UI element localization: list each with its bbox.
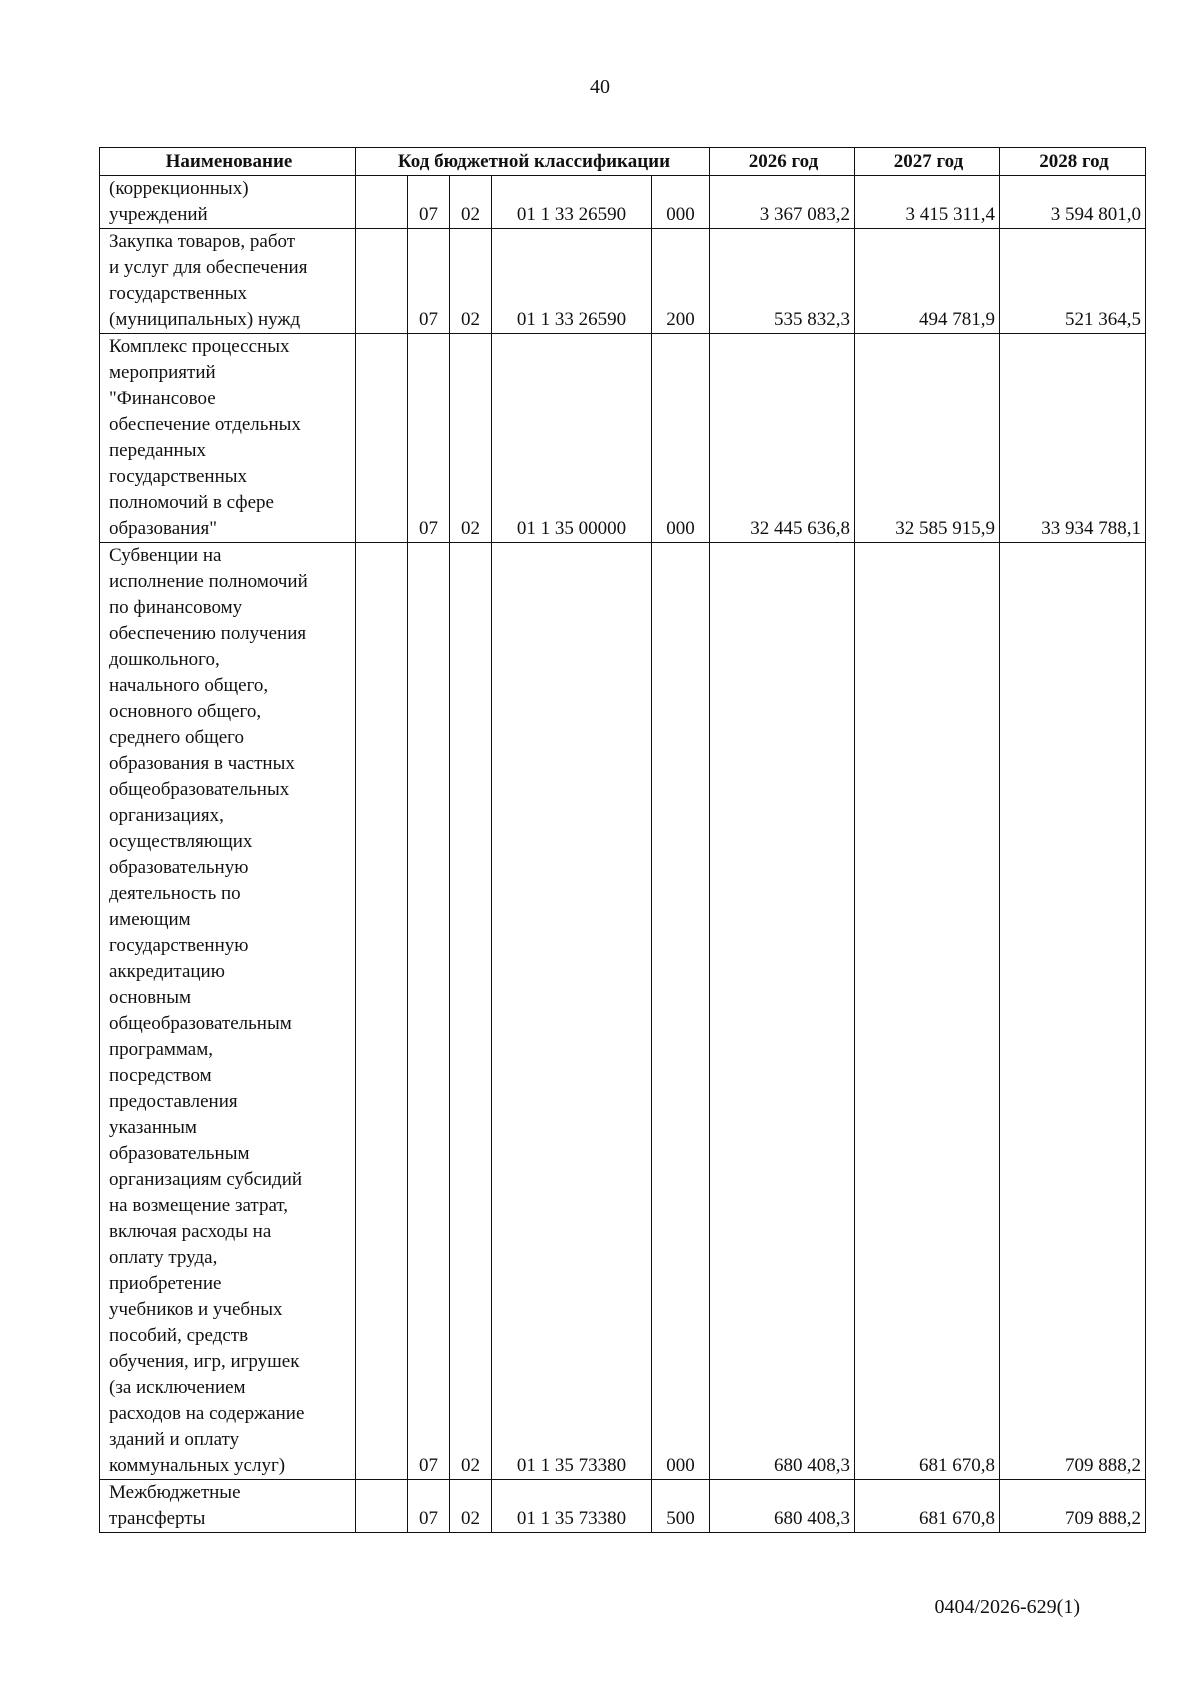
row-amount-2026: 680 408,3 <box>710 1480 855 1533</box>
row-spacer-cell <box>356 334 408 543</box>
row-amount-2026: 535 832,3 <box>710 229 855 334</box>
row-expense-type: 000 <box>652 543 710 1480</box>
row-target-article: 01 1 33 26590 <box>492 176 652 229</box>
row-section: 07 <box>408 334 450 543</box>
row-amount-2028: 3 594 801,0 <box>1000 176 1146 229</box>
row-amount-2028: 709 888,2 <box>1000 543 1146 1480</box>
row-section: 07 <box>408 1480 450 1533</box>
row-target-article: 01 1 35 73380 <box>492 543 652 1480</box>
row-subsection: 02 <box>450 1480 492 1533</box>
row-amount-2028: 709 888,2 <box>1000 1480 1146 1533</box>
row-expense-type: 500 <box>652 1480 710 1533</box>
row-target-article: 01 1 33 26590 <box>492 229 652 334</box>
row-target-article: 01 1 35 73380 <box>492 1480 652 1533</box>
row-section: 07 <box>408 229 450 334</box>
document-code: 0404/2026-629(1) <box>934 1596 1080 1618</box>
table-row <box>100 334 1146 543</box>
row-expense-type: 200 <box>652 229 710 334</box>
row-spacer-cell <box>356 1480 408 1533</box>
row-name: (коррекционных) учреждений <box>100 176 356 229</box>
row-target-article: 01 1 35 00000 <box>492 334 652 543</box>
header-name: Наименование <box>100 148 356 176</box>
row-subsection: 02 <box>450 334 492 543</box>
row-subsection: 02 <box>450 229 492 334</box>
row-spacer-cell <box>356 176 408 229</box>
row-section: 07 <box>408 543 450 1480</box>
table-row <box>100 229 1146 334</box>
row-amount-2027: 681 670,8 <box>855 1480 1000 1533</box>
row-expense-type: 000 <box>652 176 710 229</box>
row-amount-2028: 521 364,5 <box>1000 229 1146 334</box>
header-2027: 2027 год <box>855 148 1000 176</box>
table-row <box>100 1480 1146 1533</box>
table-row <box>100 543 1146 1480</box>
row-name: Закупка товаров, работ и услуг для обеспечения государственных (муниципальных) нужд <box>100 229 356 334</box>
row-subsection: 02 <box>450 543 492 1480</box>
row-spacer-cell <box>356 229 408 334</box>
row-amount-2028: 33 934 788,1 <box>1000 334 1146 543</box>
row-subsection: 02 <box>450 176 492 229</box>
page-number: 40 <box>590 76 610 98</box>
header-2026: 2026 год <box>710 148 855 176</box>
row-amount-2027: 3 415 311,4 <box>855 176 1000 229</box>
budget-table <box>99 147 1146 1533</box>
row-section: 07 <box>408 176 450 229</box>
row-spacer-cell <box>356 543 408 1480</box>
row-amount-2027: 494 781,9 <box>855 229 1000 334</box>
row-amount-2026: 3 367 083,2 <box>710 176 855 229</box>
row-name: Комплекс процессных мероприятий "Финансовое обеспечение отдельных переданных государственных полномочий в сфере образования" <box>100 334 356 543</box>
row-amount-2027: 32 585 915,9 <box>855 334 1000 543</box>
table-header-row <box>100 148 1146 176</box>
row-amount-2027: 681 670,8 <box>855 543 1000 1480</box>
row-name: Субвенции на исполнение полномочий по финансовому обеспечению получения дошкольного, начального общего, основного общего, среднего общего образования в частных общеобразовательных организациях, осуществляющих образовательную деятельность по имеющим государственную аккредитацию основным общеобразовательным программам, посредством предоставления указанным образовательным организациям субсидий на возмещение затрат, включая расходы на оплату труда, приобретение учебников и учебных пособий, средств обучения, игр, игрушек (за исключением расходов на содержание зданий и оплату коммунальных услуг) <box>100 543 356 1480</box>
header-budget-code: Код бюджетной классификации <box>356 148 710 176</box>
table-row <box>100 176 1146 229</box>
header-2028: 2028 год <box>1000 148 1146 176</box>
row-amount-2026: 680 408,3 <box>710 543 855 1480</box>
row-expense-type: 000 <box>652 334 710 543</box>
row-name: Межбюджетные трансферты <box>100 1480 356 1533</box>
row-amount-2026: 32 445 636,8 <box>710 334 855 543</box>
